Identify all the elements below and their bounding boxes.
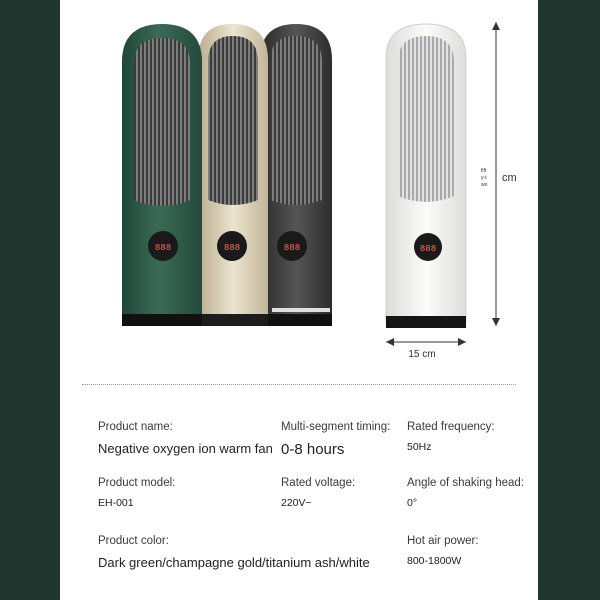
spec-value: 220V~ [281,497,312,509]
spec-value: Negative oxygen ion warm fan [98,441,273,456]
display-dark-green: 888 [154,243,172,253]
product-sheet [60,0,538,600]
spec-value: 0-8 hours [281,441,345,458]
width-dimension [386,338,466,360]
left-frame-border [0,0,60,600]
spec-power [407,535,479,567]
width-label: 15 cm [408,349,436,360]
spec-label: Product model: [98,477,176,489]
heater-titanium-ash [260,24,332,326]
product-illustration [60,0,538,380]
spec-label: Hot air power: [407,535,479,547]
spec-label: Angle of shaking head: [407,477,525,489]
height-dimension [481,22,517,326]
spec-color [98,535,370,570]
display-titanium-ash: 888 [283,243,301,253]
spec-voltage [281,477,355,509]
spec-model [98,477,175,509]
height-label: cm [502,172,517,184]
heater-white [386,24,466,328]
spec-value: 800-1800W [407,555,462,567]
heater-champagne-gold [198,24,268,326]
spec-label: Rated voltage: [281,477,356,489]
spec-label: Product color: [98,535,169,547]
svg-text:y-t: y-t [481,175,487,181]
spec-label: Multi-segment timing: [281,421,391,433]
spec-timing [281,421,390,458]
spec-value: 0° [407,497,418,509]
heater-dark-green [122,24,202,326]
spec-label: Product name: [98,421,173,433]
spec-shaking-angle [407,477,524,509]
spec-frequency [407,421,495,453]
height-small-text: fift [481,168,487,174]
display-white: 888 [419,244,437,254]
svg-text:wo: wo [481,182,488,188]
right-frame-border [538,0,600,600]
spec-value: EH-001 [98,497,134,509]
display-champagne-gold: 888 [223,243,241,253]
spec-product-name [98,421,273,456]
spec-value: 50Hz [407,441,432,453]
spec-value: Dark green/champagne gold/titanium ash/white [98,555,370,570]
section-divider [82,384,516,385]
spec-label: Rated frequency: [407,421,495,433]
